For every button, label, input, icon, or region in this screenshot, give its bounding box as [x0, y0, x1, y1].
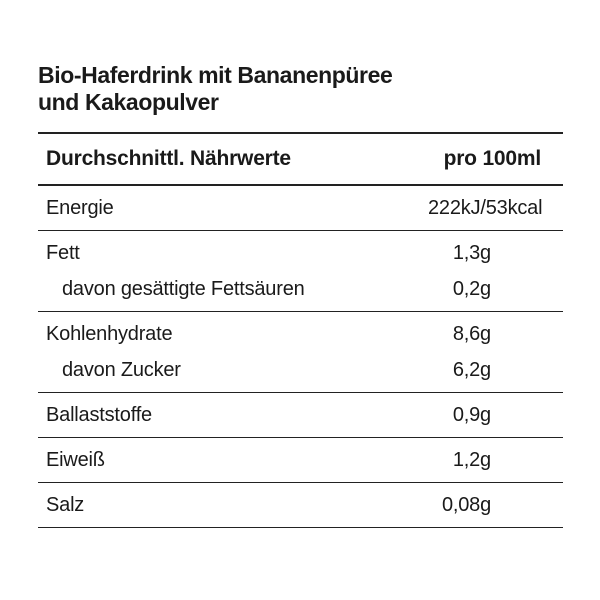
nutrient-name-cell — [38, 231, 428, 312]
product-title-line-1: Bio-Haferdrink mit Bananenpüree — [38, 62, 393, 88]
nutrient-name: Ballaststoffe — [46, 403, 152, 426]
nutrient-value: 0,9g — [452, 403, 491, 426]
nutrient-name-cell — [38, 312, 428, 393]
nutrient-subname: davon gesättigte Fettsäuren — [62, 278, 305, 300]
nutrient-name: Salz — [46, 493, 85, 516]
nutrient-value-cell — [428, 231, 563, 312]
row-kohlenhydrate — [38, 312, 563, 393]
row-eiweiss — [38, 438, 563, 483]
product-title — [38, 62, 563, 116]
nutrient-name: Energie — [46, 196, 114, 219]
row-fett — [38, 231, 563, 312]
header-nutrients: Durchschnittl. Nährwerte — [46, 147, 291, 170]
row-ballaststoffe — [38, 393, 563, 438]
nutrition-panel — [38, 62, 563, 528]
header-per-100ml: pro 100ml — [443, 147, 541, 170]
row-salz — [38, 483, 563, 528]
nutrient-subname: davon Zucker — [62, 359, 181, 381]
nutrient-value-cell — [428, 312, 563, 393]
table-header-row — [38, 133, 563, 185]
nutrient-name: Fett — [46, 242, 80, 264]
nutrient-subvalue: 0,2g — [452, 278, 491, 300]
nutrient-value: 8,6g — [452, 323, 491, 345]
nutrient-subvalue: 6,2g — [452, 359, 491, 381]
nutrition-table — [38, 132, 563, 528]
nutrient-value: 1,2g — [452, 448, 491, 471]
nutrient-name: Eiweiß — [46, 448, 105, 471]
nutrient-value: 222kJ/53kcal — [428, 196, 543, 219]
row-energie — [38, 185, 563, 231]
nutrient-value: 0,08g — [441, 493, 491, 516]
product-title-line-2: und Kakaopulver — [38, 89, 219, 115]
nutrient-name: Kohlenhydrate — [46, 323, 173, 345]
nutrient-value: 1,3g — [452, 242, 491, 264]
